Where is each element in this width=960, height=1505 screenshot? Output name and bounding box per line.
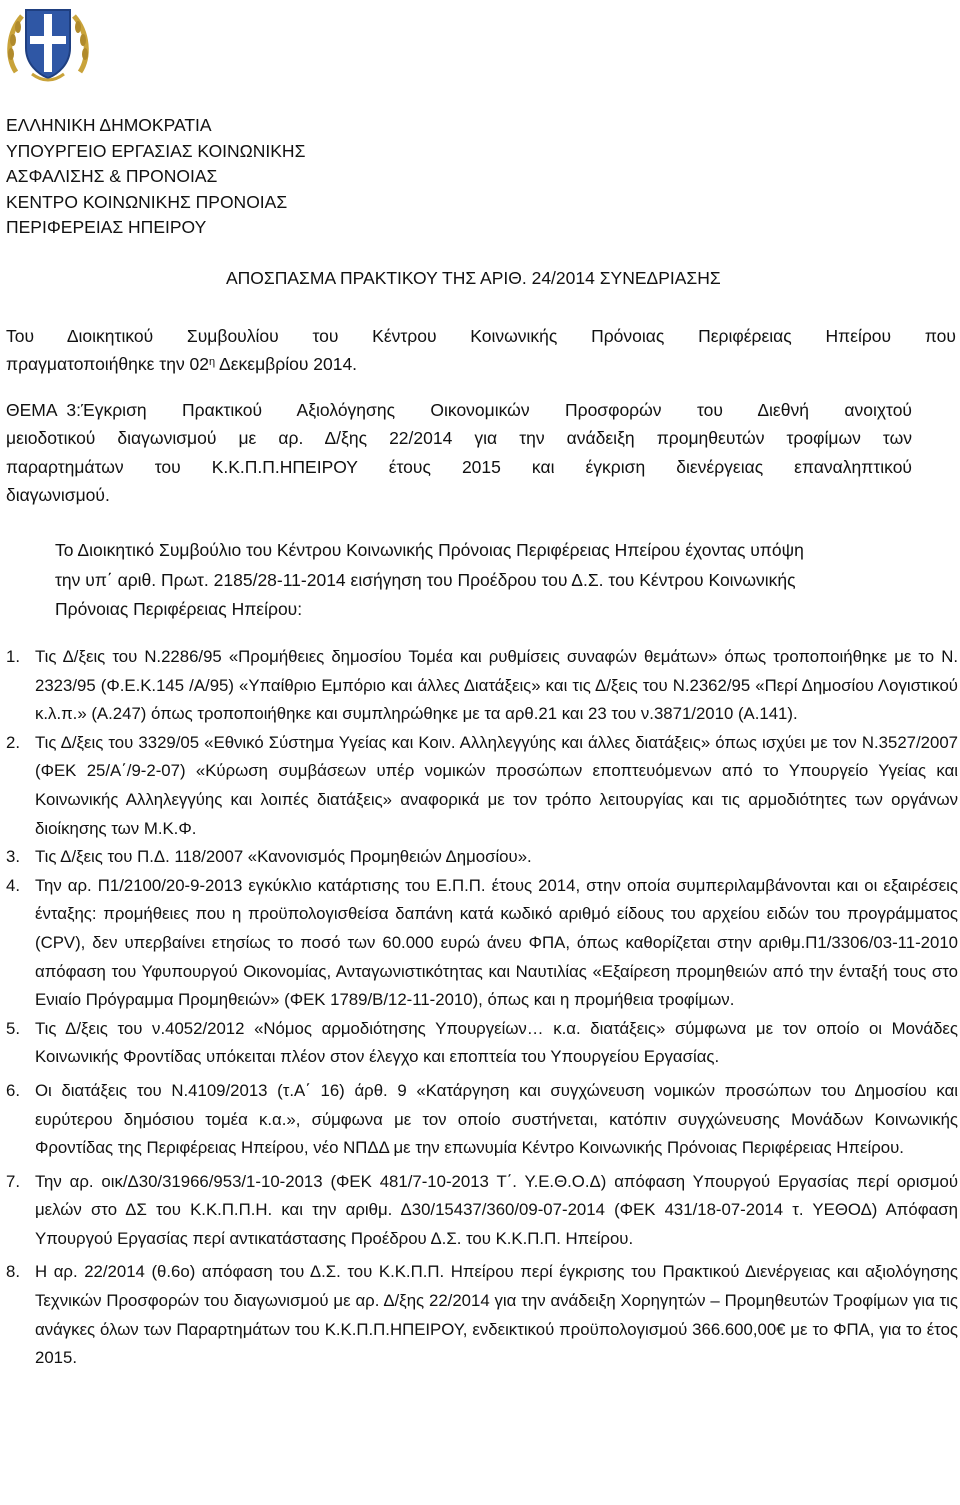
item-number: 8. [6,1262,20,1282]
item-number: 3. [6,847,20,867]
header-line: ΥΠΟΥΡΓΕΙΟ ΕΡΓΑΣΙΑΣ ΚΟΙΝΩΝΙΚΗΣ [6,140,306,161]
list-item [6,1168,958,1254]
item-number: 5. [6,1018,20,1038]
council-statement [55,536,910,625]
list-item [6,729,958,843]
subject-line [6,396,912,424]
item-number: 2. [6,732,20,752]
item-text: Η αρ. 22/2014 (θ.6ο) απόφαση του Δ.Σ. του Κ.Κ.Π.Π. Ηπείρου περί έγκρισης του Πρακτικού Διενέργειας και αξιολόγησης Τεχνικών Προσφορών του διαγωνισμού με αρ. Δ/ξης 22/2014 για την ανάδειξη Χορηγητών – Προμηθευτών Τροφίμων για τις ανάγκες όλων των Παραρτημάτων του Κ.Κ.Π.Π.ΗΠΕΙΡΟΥ, ενδεικτικού προϋπολογισμού 366.600,00€ με το ΦΠΑ, για το έτος 2015. [35,1262,958,1368]
subject-text: Έγκριση Πρακτικού Αξιολόγησης Οικονομικών Προσφορών του Διεθνή ανοιχτού [81,400,912,420]
ordinal-suffix: η [209,356,216,368]
intro-date: Δεκεμβρίου 2014. [215,354,358,374]
intro-text: πραγματοποιήθηκε την 02 [6,354,210,374]
subject-line: παραρτημάτων του Κ.Κ.Π.Π.ΗΠΕΙΡΟΥ έτους 2015 και έγκριση διενέργειας επαναληπτικού [6,456,912,477]
item-text: Τις Δ/ξεις του Π.Δ. 118/2007 «Κανονισμός Προμηθειών Δημοσίου». [35,847,532,867]
list-item [6,1077,958,1163]
header-line: ΕΛΛΗΝΙΚΗ ΔΗΜΟΚΡΑΤΙΑ [6,115,212,135]
item-text: Την αρ. οικ/Δ30/31966/953/1-10-2013 (ΦΕΚ 481/7-10-2013 Τ΄. Υ.Ε.Θ.Ο.Δ) απόφαση Υπουργού Εργασίας περί ορισμού μελών στο ΔΣ του Κ.Κ.Π.Π.Η. και την αριθμ. Δ30/15437/360/09-07-2014 (ΦΕΚ 431/18-07-2014 τ. ΥΕΘΟΔ) Απόφαση Υπουργού Εργασίας περί αντικατάστασης Προέδρου Δ.Σ. του Κ.Κ.Π.Π. Ηπείρου. [35,1171,958,1248]
subject-block [6,396,912,510]
issuer-header [6,113,305,241]
item-text: Τις Δ/ξεις του 3329/05 «Εθνικό Σύστημα Υγείας και Κοιν. Αλληλεγγύης και άλλες διατάξεις» όπως ισχύει με τον Ν.3527/2007 (ΦΕΚ 25/Α΄/9-2-07) «Κύρωση συμβάσεων υπέρ νομικών προσώπων εποπτευόμενων από το Υπουργείο Υγείας και Κοινωνικής Αλληλεγγύης και λοιπές διατάξεις» αναφορικά με τον τρόπο λειτουργίας και τις αρμοδιότητες των οργάνων διοίκησης των Μ.Κ.Φ. [35,732,958,838]
item-text: Τις Δ/ξεις του ν.4052/2012 «Νόμος αρμοδιότησης Υπουργείων… κ.α. διατάξεις» σύμφωνα με τον οποίο οι Μονάδες Κοινωνικής Φροντίδας υπόκειται πλέον στον έλεγχο και εποπτεία του Υπουργείου Εργασίας. [35,1018,958,1067]
subject-label: ΘΕΜΑ 3: [6,400,81,420]
greek-coat-of-arms-icon [2,2,94,86]
header-line: ΠΕΡΙΦΕΡΕΙΑΣ ΗΠΕΙΡΟΥ [6,217,207,238]
list-item [6,643,958,729]
item-number: 7. [6,1171,20,1191]
item-number: 1. [6,647,20,666]
subject-line: μειοδοτικού διαγωνισμού με αρ. Δ/ξης 22/2014 για την ανάδειξη προμηθευτών τροφίμων των [6,428,912,449]
document-title: ΑΠΟΣΠΑΣΜΑ ΠΡΑΚΤΙΚΟΥ ΤΗΣ ΑΡΙΘ. 24/2014 ΣΥΝΕΔΡΙΑΣΗΣ [226,268,721,288]
subject-line: διαγωνισμού. [6,485,110,506]
list-item [6,843,958,872]
header-line: ΚΕΝΤΡΟ ΚΟΙΝΩΝΙΚΗΣ ΠΡΟΝΟΙΑΣ [6,191,288,212]
item-text: Τις Δ/ξεις του Ν.2286/95 «Προμήθειες δημοσίου Τομέα και ρυθμίσεις συναφών θεμάτων» όπως τροποποιήθηκε με το Ν. 2323/95 (Φ.Ε.Κ.145 /Α/95) «Υπαίθριο Εμπόριο και άλλες Διατάξεις» και τις Δ/ξεις του Ν.2362/95 «Περί Δημοσίου Λογιστικού κ.λ.π.» (Α.247) όπως τροποποιήθηκε και συμπληρώθηκε με τα αρθ.21 και 23 του ν.3871/2010 (Α.141). [35,647,958,724]
council-line: Το Διοικητικό Συμβούλιο του Κέντρου Κοινωνικής Πρόνοιας Περιφέρειας Ηπείρου έχοντας υπόψη [55,540,804,560]
council-line: Πρόνοιας Περιφέρειας Ηπείρου: [55,599,303,619]
list-item [6,872,958,1015]
item-number: 4. [6,875,20,895]
item-text: Την αρ. Π1/2100/20-9-2013 εγκύκλιο κατάρτισης του Ε.Π.Π. έτους 2014, στην οποία συμπεριλαμβάνονται και οι εξαιρέσεις ένταξης: προμήθειες που η προϋπολογισθείσα δαπάνη κατά κωδικό αριθμό είδους του αρχείου ειδών του προγράμματος (CPV), δεν υπερβαίνει ετησίως το ποσό των 60.000 ευρώ άνευ ΦΠΑ, όπως καθορίζεται στην αριθμ.Π1/3306/03-11-2010 απόφαση του Υφυπουργού Οικονομίας, Ανταγωνιστικότητας και Ναυτιλίας «Εξαίρεση προμηθειών από την ένταξή τους στο Ενιαίο Πρόγραμμα Προμηθειών» (ΦΕΚ 1789/Β/12-11-2010), όπως και η προμήθεια τροφίμων. [35,875,958,1010]
item-number: 6. [6,1080,20,1100]
intro-date-line [6,350,357,378]
header-line: ΑΣΦΑΛΙΣΗΣ & ΠΡΟΝΟΙΑΣ [6,166,218,187]
item-text: Οι διατάξεις του Ν.4109/2013 (τ.Α΄ 16) άρθ. 9 «Κατάργηση και συγχώνευση νομικών προσώπων του Δημοσίου και ευρύτερου δημόσιου τομέα κ.α.», σύμφωνα με τον οποίο συστήνεται, κατόπιν συγχώνευσης Μονάδων Κοινωνικής Φροντίδας της Περιφέρειας Ηπείρου, νέο ΝΠΔΔ με την επωνυμία Κέντρο Κοινωνικής Πρόνοιας Περιφέρειας Ηπείρου. [35,1080,958,1158]
intro-line: Του Διοικητικού Συμβουλίου του Κέντρου Κοινωνικής Πρόνοιας Περιφέρειας Ηπείρου που [6,326,956,346]
list-item [6,1258,958,1372]
list-item [6,1015,958,1072]
legal-references-list [6,643,958,1373]
council-line: την υπ΄ αριθ. Πρωτ. 2185/28-11-2014 εισήγηση του Προέδρου του Δ.Σ. του Κέντρου Κοινωνικής [55,569,796,590]
